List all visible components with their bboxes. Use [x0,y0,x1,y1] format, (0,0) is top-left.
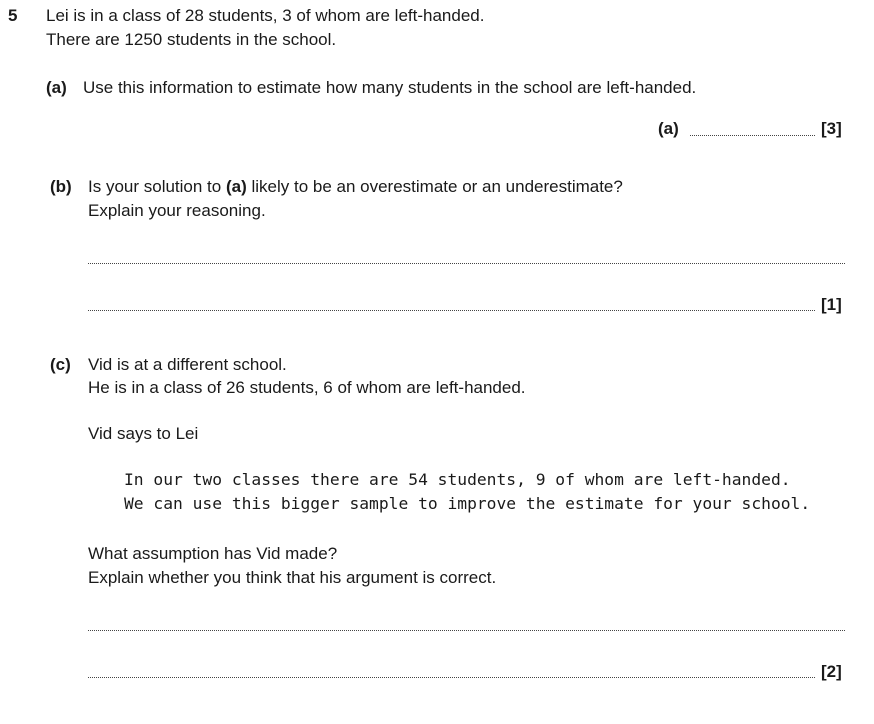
part-c-marks: [2] [821,662,842,681]
part-b-text-after: likely to be an overestimate or an underestimate? [246,177,623,196]
vid-quote-line2: We can use this bigger sample to improve the estimate for your school. [124,494,811,513]
part-b-explain: Explain your reasoning. [88,201,266,220]
part-c-says: Vid says to Lei [88,424,199,443]
part-c-line2: He is in a class of 26 students, 6 of whom are left-handed. [88,378,526,397]
part-b-text-before: Is your solution to [88,177,226,196]
part-a-label: (a) [46,78,67,97]
part-c-line1: Vid is at a different school. [88,355,287,374]
question-number: 5 [8,6,18,25]
part-a-answer-line[interactable] [690,135,815,136]
part-b-question [88,177,623,197]
part-c-question1: What assumption has Vid made? [88,544,338,563]
part-c-label: (c) [50,355,71,374]
part-c-answer-line-1[interactable] [88,630,845,631]
vid-quote-line1: In our two classes there are 54 students, 9 of whom are left-handed. [124,470,791,489]
part-c-question2: Explain whether you think that his argument is correct. [88,568,497,587]
question-intro-line1: Lei is in a class of 28 students, 3 of whom are left-handed. [46,6,485,25]
question-intro-line2: There are 1250 students in the school. [46,30,337,49]
part-b-label: (b) [50,177,72,196]
part-a-marks: [3] [821,119,842,138]
part-b-answer-line-2[interactable] [88,310,815,311]
part-b-answer-line-1[interactable] [88,263,845,264]
part-b-marks: [1] [821,295,842,314]
part-a-question: Use this information to estimate how many students in the school are left-handed. [83,78,697,97]
part-b-text-bold: (a) [225,177,247,196]
part-c-answer-line-2[interactable] [88,677,815,678]
part-a-answer-label: (a) [658,119,679,138]
